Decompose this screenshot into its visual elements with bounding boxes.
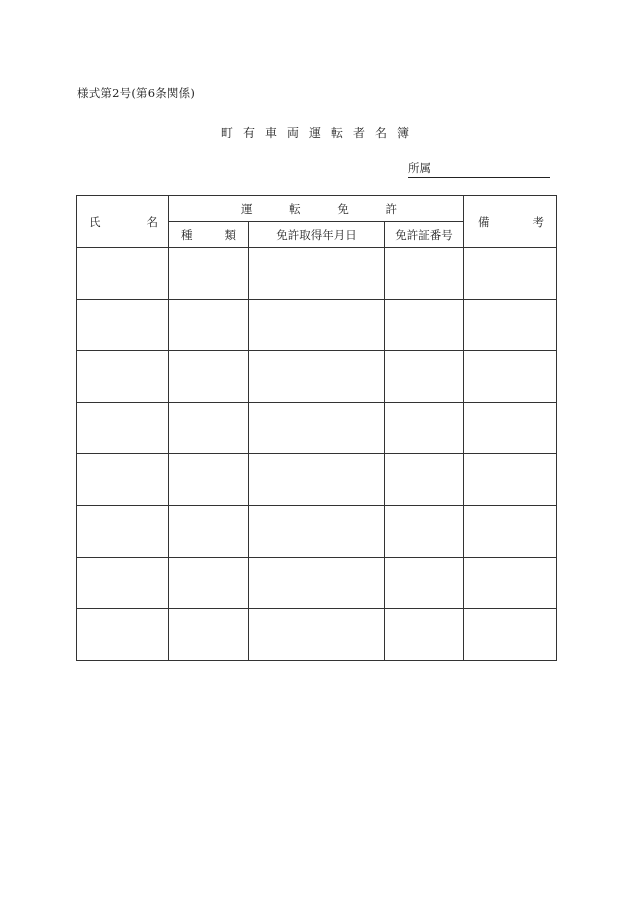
form-number-label: 様式第2号(第6条関係) bbox=[77, 86, 196, 100]
name-cell[interactable] bbox=[77, 402, 169, 454]
remarks-cell[interactable] bbox=[464, 402, 557, 454]
name-cell[interactable] bbox=[77, 248, 169, 300]
license-date-cell[interactable] bbox=[249, 299, 385, 351]
remarks-header-char: 考 bbox=[532, 214, 545, 229]
name-cell[interactable] bbox=[77, 299, 169, 351]
remarks-cell[interactable] bbox=[464, 505, 557, 557]
document-title bbox=[0, 124, 630, 141]
license-number-cell[interactable] bbox=[385, 454, 464, 506]
remarks-cell[interactable] bbox=[464, 557, 557, 609]
license-date-cell[interactable] bbox=[249, 557, 385, 609]
name-header bbox=[77, 196, 169, 248]
license-class-cell[interactable] bbox=[169, 454, 249, 506]
table-row bbox=[77, 248, 557, 300]
license-class-header bbox=[169, 222, 249, 248]
title-char: 町 bbox=[220, 126, 233, 140]
license-header-char: 免 bbox=[337, 201, 349, 216]
title-char: 運 bbox=[308, 126, 321, 140]
license-header-char: 転 bbox=[289, 201, 301, 216]
title-char: 車 bbox=[264, 126, 277, 140]
license-class-header-char: 種 bbox=[181, 227, 193, 242]
title-char: 転 bbox=[331, 126, 344, 140]
license-date-cell[interactable] bbox=[249, 402, 385, 454]
driver-roster-table bbox=[76, 195, 557, 661]
license-class-cell[interactable] bbox=[169, 299, 249, 351]
table-row bbox=[77, 402, 557, 454]
name-cell[interactable] bbox=[77, 505, 169, 557]
remarks-cell[interactable] bbox=[464, 454, 557, 506]
license-date-cell[interactable] bbox=[249, 351, 385, 403]
license-class-cell[interactable] bbox=[169, 402, 249, 454]
remarks-header bbox=[464, 196, 557, 248]
title-char: 有 bbox=[242, 126, 255, 140]
license-number-header: 免許証番号 bbox=[385, 222, 464, 248]
license-class-cell[interactable] bbox=[169, 351, 249, 403]
title-char: 簿 bbox=[397, 126, 410, 140]
license-date-cell[interactable] bbox=[249, 248, 385, 300]
table-row bbox=[77, 299, 557, 351]
license-class-cell[interactable] bbox=[169, 248, 249, 300]
license-header-char: 運 bbox=[241, 201, 253, 216]
license-number-cell[interactable] bbox=[385, 557, 464, 609]
table-row bbox=[77, 609, 557, 661]
table-row bbox=[77, 505, 557, 557]
license-number-cell[interactable] bbox=[385, 402, 464, 454]
license-class-cell[interactable] bbox=[169, 505, 249, 557]
remarks-cell[interactable] bbox=[464, 248, 557, 300]
license-date-cell[interactable] bbox=[249, 505, 385, 557]
name-header-char: 氏 bbox=[89, 214, 101, 229]
license-date-cell[interactable] bbox=[249, 454, 385, 506]
remarks-cell[interactable] bbox=[464, 299, 557, 351]
license-number-cell[interactable] bbox=[385, 248, 464, 300]
license-date-header: 免許取得年月日 bbox=[249, 222, 385, 248]
license-number-cell[interactable] bbox=[385, 351, 464, 403]
license-class-cell[interactable] bbox=[169, 609, 249, 661]
remarks-cell[interactable] bbox=[464, 609, 557, 661]
name-cell[interactable] bbox=[77, 609, 169, 661]
license-class-cell[interactable] bbox=[169, 557, 249, 609]
license-header-char: 許 bbox=[385, 201, 398, 216]
license-class-header-char: 類 bbox=[224, 227, 236, 242]
name-cell[interactable] bbox=[77, 454, 169, 506]
driver-license-header bbox=[169, 196, 464, 222]
name-cell[interactable] bbox=[77, 351, 169, 403]
affiliation-field bbox=[408, 160, 550, 178]
title-char: 両 bbox=[286, 126, 299, 140]
affiliation-label: 所属 bbox=[408, 161, 431, 175]
license-date-cell[interactable] bbox=[249, 609, 385, 661]
name-header-char: 名 bbox=[146, 214, 158, 229]
remarks-cell[interactable] bbox=[464, 351, 557, 403]
license-number-cell[interactable] bbox=[385, 609, 464, 661]
license-number-cell[interactable] bbox=[385, 299, 464, 351]
title-char: 名 bbox=[375, 126, 388, 140]
remarks-header-char: 備 bbox=[478, 214, 490, 229]
table-header-row bbox=[77, 196, 557, 222]
table-row bbox=[77, 351, 557, 403]
name-cell[interactable] bbox=[77, 557, 169, 609]
license-number-cell[interactable] bbox=[385, 505, 464, 557]
title-char: 者 bbox=[353, 126, 366, 140]
table-row bbox=[77, 557, 557, 609]
table-row bbox=[77, 454, 557, 506]
